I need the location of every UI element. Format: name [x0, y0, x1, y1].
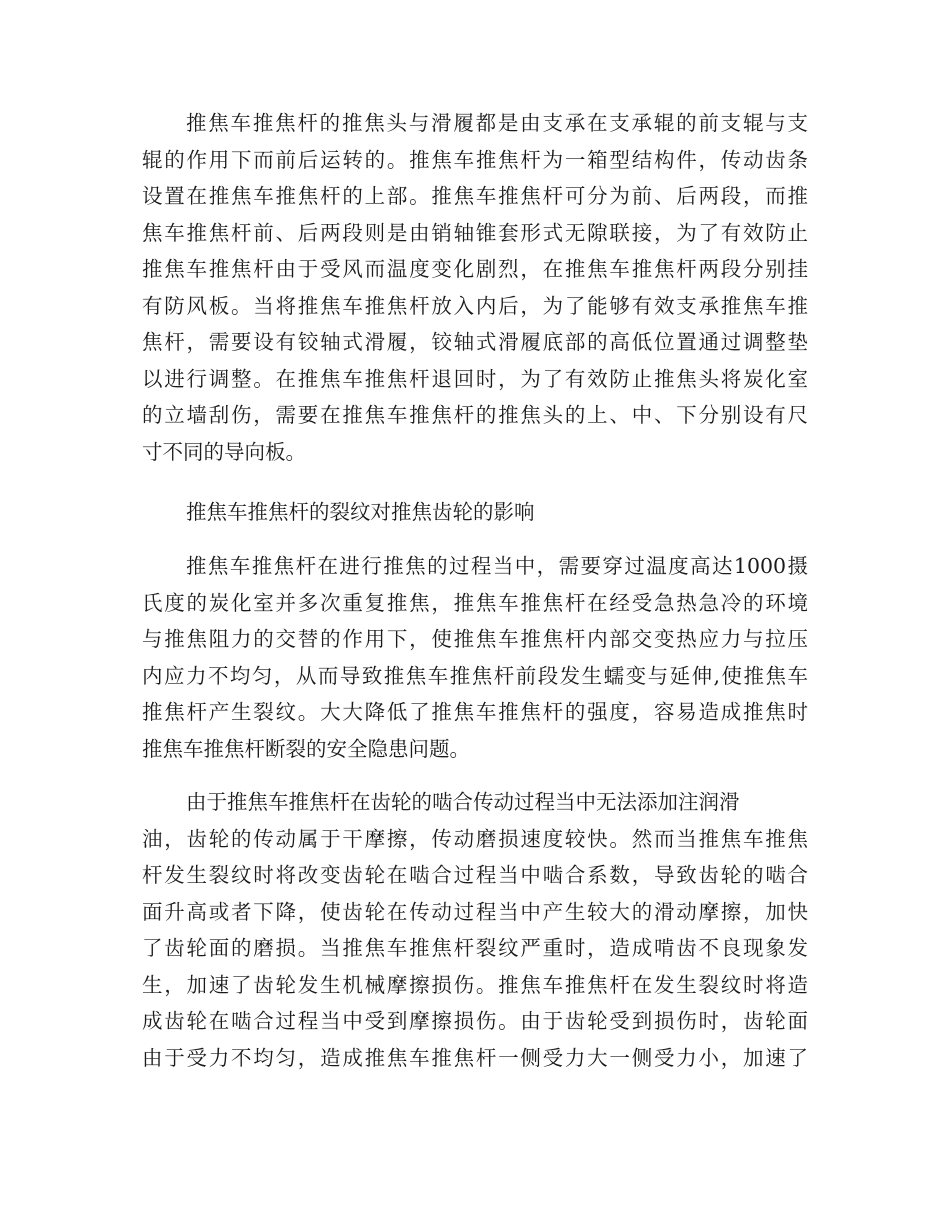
paragraph-1-line: 以进行调整。在推焦车推焦杆退回时，为了有效防止推焦头将炭化室 — [142, 366, 808, 391]
paragraph-1-line: 推焦车推焦杆的推焦头与滑履都是由支承在支承辊的前支辊与支 — [186, 111, 808, 135]
paragraph-2-line: 氏度的炭化室并多次重复推焦，推焦车推焦杆在经受急热急冷的环境 — [142, 590, 808, 615]
paragraph-1-line: 辊的作用下而前后运转的。推焦车推焦杆为一箱型结构件，传动齿条 — [142, 147, 808, 172]
paragraph-2 — [142, 548, 808, 767]
paragraph-1-line: 寸不同的导向板。 — [142, 439, 306, 464]
paragraph-3 — [142, 784, 808, 1076]
paragraph-2-line: 推焦车推焦杆在进行推焦的过程当中，需要穿过温度高达1000摄 — [186, 554, 808, 578]
paragraph-2-line: 推焦车推焦杆断裂的安全隐患问题。 — [142, 736, 470, 761]
paragraph-3-line: 生，加速了齿轮发生机械摩擦损伤。推焦车推焦杆在发生裂纹时将造 — [142, 972, 808, 997]
paragraph-3-line: 了齿轮面的磨损。当推焦车推焦杆裂纹严重时，造成啃齿不良现象发 — [142, 936, 808, 960]
paragraph-2-line: 与推焦阻力的交替的作用下，使推焦车推焦杆内部交变热应力与拉压 — [142, 627, 808, 651]
paragraph-3-line: 由于受力不均匀，造成推焦车推焦杆一侧受力大一侧受力小，加速了 — [142, 1045, 808, 1070]
paragraph-3-line: 成齿轮在啮合过程当中受到摩擦损伤。由于齿轮受到损伤时，齿轮面 — [142, 1009, 808, 1033]
paragraph-1 — [142, 105, 808, 470]
paragraph-1-line: 焦杆，需要设有铰轴式滑履，铰轴式滑履底部的高低位置通过调整垫 — [142, 330, 808, 354]
paragraph-3-line: 杆发生裂纹时将改变齿轮在啮合过程当中啮合系数，导致齿轮的啮合 — [142, 863, 808, 887]
paragraph-3-line: 面升高或者下降，使齿轮在传动过程当中产生较大的滑动摩擦，加快 — [142, 899, 808, 924]
paragraph-2-line: 内应力不均匀，从而导致推焦车推焦杆前段发生蠕变与延伸,使推焦车 — [142, 663, 808, 688]
paragraph-2-line: 推焦杆产生裂纹。大大降低了推焦车推焦杆的强度，容易造成推焦时 — [142, 700, 808, 724]
paragraph-1-line: 焦车推焦杆前、后两段则是由销轴锥套形式无隙联接，为了有效防止 — [142, 220, 808, 245]
paragraph-1-line: 有防风板。当将推焦车推焦杆放入内后，为了能够有效支承推焦车推 — [142, 293, 808, 318]
paragraph-3-line: 由于推焦车推焦杆在齿轮的啮合传动过程当中无法添加注润滑 — [186, 790, 740, 814]
paragraph-1-line: 的立墙刮伤，需要在推焦车推焦杆的推焦头的上、中、下分别设有尺 — [142, 403, 808, 427]
section-heading: 推焦车推焦杆的裂纹对推焦齿轮的影响 — [186, 500, 535, 524]
paragraph-1-line: 设置在推焦车推焦杆的上部。推焦车推焦杆可分为前、后两段，而推 — [142, 184, 808, 208]
paragraph-3-line: 油，齿轮的传动属于干摩擦，传动磨损速度较快。然而当推焦车推焦 — [142, 826, 808, 851]
section-heading-block — [142, 494, 808, 531]
paragraph-1-line: 推焦车推焦杆由于受风而温度变化剧烈，在推焦车推焦杆两段分别挂 — [142, 257, 808, 281]
